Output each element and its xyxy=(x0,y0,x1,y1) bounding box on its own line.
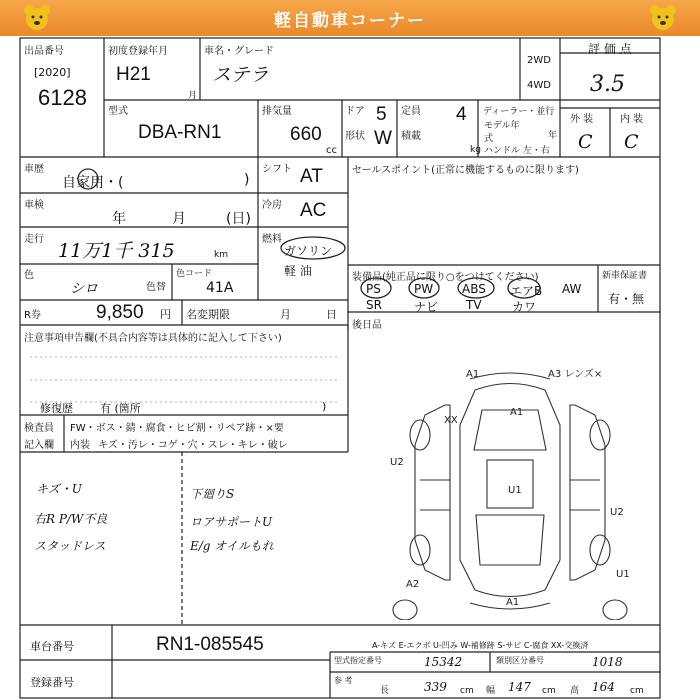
first-reg-label: 初度登録年月 xyxy=(108,46,168,57)
shaken-day: (日) xyxy=(226,211,251,227)
length-value: 339 xyxy=(424,680,447,694)
equipment-leather: カワ xyxy=(512,300,537,314)
damage-mark-rear-right-u1: U1 xyxy=(616,569,630,580)
length-unit: cm xyxy=(460,686,474,696)
damage-mark-lens: A3 レンズ× xyxy=(548,369,603,380)
dealer-label: ディーラー・並行 xyxy=(483,107,555,117)
shaken-label: 車検 xyxy=(24,200,44,211)
lot-number: 6128 xyxy=(38,85,87,110)
shaken-year: 年 xyxy=(112,211,126,227)
chassis-value: RN1-085545 xyxy=(156,634,264,655)
color-label: 色 xyxy=(24,270,34,281)
drive-4wd: 4WD xyxy=(527,80,551,91)
handle-label: ハンドル 左・右 xyxy=(484,146,550,156)
first-reg-value: H21 xyxy=(116,64,151,85)
handwritten-right-3: E/g オイルもれ xyxy=(190,539,274,553)
grade-value: 3.5 xyxy=(590,72,625,97)
repair-history-label: 修復歴 xyxy=(40,402,73,415)
load-unit: kg xyxy=(470,145,481,155)
capacity-value: 4 xyxy=(456,104,467,125)
vehicle-damage-diagram xyxy=(370,365,650,620)
equipment-navi: ナビ xyxy=(414,300,439,314)
equipment-airbag: エアB xyxy=(510,284,543,298)
mileage-unit: km xyxy=(214,250,228,260)
first-reg-month: 月 xyxy=(188,91,198,101)
class-value: 1018 xyxy=(592,655,623,669)
inspector-line-2: キズ・汚レ・コゲ・穴・スレ・キレ・破レ xyxy=(98,440,288,451)
inspector-line-2-prefix: 内装 xyxy=(70,440,90,451)
chassis-label: 車台番号 xyxy=(30,640,74,653)
exterior-grade: C xyxy=(578,131,593,153)
new-car-warranty-value: 有・無 xyxy=(608,292,645,306)
equipment-ps: PS xyxy=(366,282,381,296)
car-name-value: ステラ xyxy=(212,64,269,86)
history-label: 車歴 xyxy=(24,164,44,175)
new-car-warranty-label: 新車保証書 xyxy=(602,271,648,281)
equipment-pw: PW xyxy=(414,282,434,296)
damage-mark-xx: XX xyxy=(444,415,458,426)
equipment-sr: SR xyxy=(366,298,382,312)
damage-mark-hood-a1: A1 xyxy=(510,407,524,418)
width-label: 幅 xyxy=(486,686,496,696)
model-label: 型式 xyxy=(108,106,128,117)
model-cert-label: 型式指定番号 xyxy=(334,656,382,665)
color-code-value: 41A xyxy=(206,280,234,296)
width-value: 147 xyxy=(508,680,531,694)
handwritten-left-2: 右R P/W不良 xyxy=(34,512,108,526)
handwritten-left-1: キズ・U xyxy=(36,482,82,496)
equipment-tv: TV xyxy=(466,298,482,312)
after-parts-label: 後日品 xyxy=(352,320,382,331)
shape-value: W xyxy=(374,128,392,149)
fuel-gasoline: ガソリン xyxy=(284,244,333,258)
page-title: 軽自動車コーナー xyxy=(274,11,426,31)
capacity-label: 定員 xyxy=(401,106,421,117)
doors-value: 5 xyxy=(376,104,387,125)
class-label: 類別区分番号 xyxy=(496,656,544,665)
inspector-line-1: FW・ボス・錆・腐食・ヒビ割・リペア跡・×要 xyxy=(70,423,284,434)
fuel-diesel: 軽 油 xyxy=(284,264,312,278)
doors-label: ドア xyxy=(345,106,365,117)
drive-2wd: 2WD xyxy=(527,55,551,66)
name-change-month: 月 xyxy=(280,308,291,321)
width-unit: cm xyxy=(542,686,556,696)
inspector-label: 検査員 xyxy=(24,423,54,434)
aircon-label: 冷房 xyxy=(262,200,282,211)
mileage-value: 11万1千 315 xyxy=(58,240,175,262)
equipment-label: 装備品(純正品に限り○をつけてください) xyxy=(352,272,539,283)
height-label: 高 xyxy=(570,686,580,696)
handwritten-left-3: スタッドレス xyxy=(34,539,106,553)
equipment-abs: ABS xyxy=(462,282,486,296)
inspector-entry-label: 記入欄 xyxy=(24,440,54,451)
shift-value: AT xyxy=(300,166,323,187)
interior-label: 内 装 xyxy=(620,114,644,125)
model-value: DBA-RN1 xyxy=(138,122,222,143)
color-change-label: 色替 xyxy=(146,282,166,293)
model-cert-value: 15342 xyxy=(424,655,463,669)
mileage-label: 走行 xyxy=(24,234,44,245)
shape-label: 形状 xyxy=(345,131,365,142)
handwritten-right-2: ロアサポートU xyxy=(190,515,273,529)
damage-mark-right-u2: U2 xyxy=(610,507,624,518)
history-value: 自家用・( xyxy=(62,175,124,191)
repair-history-value: 有 (箇所 xyxy=(100,402,141,415)
name-change-label: 名変期限 xyxy=(186,308,230,321)
registration-label: 登録番号 xyxy=(30,676,74,689)
color-code-label: 色コード xyxy=(176,269,213,279)
notes-label: 注意事項申告欄(不具合内容等は具体的に記入して下さい) xyxy=(24,333,282,344)
repair-history-close: ) xyxy=(322,400,327,413)
equipment-circles xyxy=(356,276,566,300)
aircon-value: AC xyxy=(300,200,327,221)
lot-label: 出品番号 xyxy=(24,46,64,57)
lot-year-tag: [2020] xyxy=(34,66,71,79)
length-label: 長 xyxy=(380,686,390,696)
sales-point-label: セールスポイント(正常に機能するものに限ります) xyxy=(352,165,579,176)
circle-mark-icon xyxy=(278,234,348,262)
damage-mark-rear-a1: A1 xyxy=(506,597,520,608)
exterior-label: 外 装 xyxy=(570,114,594,125)
model-year-unit: 年 xyxy=(548,131,558,141)
handwritten-right-1: 下廻りS xyxy=(190,487,235,501)
model-year-label: モデル年式 xyxy=(484,121,520,144)
damage-mark-roof-u1: U1 xyxy=(508,485,522,496)
displacement-label: 排気量 xyxy=(262,106,292,117)
grade-label: 評 価 点 xyxy=(588,42,632,56)
history-close: ) xyxy=(244,172,250,188)
circle-mark-icon xyxy=(76,167,100,191)
shift-label: シフト xyxy=(262,164,292,175)
equipment-aw: AW xyxy=(562,282,582,296)
color-value: シロ xyxy=(70,281,98,297)
damage-mark-rear-left-a2: A2 xyxy=(406,579,420,590)
displacement-unit: cc xyxy=(326,145,337,156)
recycle-value: 9,850 xyxy=(96,302,144,323)
specs-ref: 参 考 xyxy=(334,676,353,685)
damage-legend: A-キズ E-エクボ U-凹み W-補修跡 S-サビ C-腐食 XX-交換済 xyxy=(372,641,589,650)
height-value: 164 xyxy=(592,680,615,694)
interior-grade: C xyxy=(624,131,639,153)
shaken-month: 月 xyxy=(172,211,186,227)
damage-mark-left-u2: U2 xyxy=(390,457,404,468)
damage-mark-front-a1: A1 xyxy=(466,369,480,380)
fuel-label: 燃料 xyxy=(262,234,282,245)
name-change-day: 日 xyxy=(326,308,337,321)
displacement-value: 660 xyxy=(290,124,322,145)
car-name-label: 車名・グレード xyxy=(204,46,274,57)
recycle-label: R券 xyxy=(24,310,41,321)
load-label: 積載 xyxy=(401,131,421,142)
height-unit: cm xyxy=(630,686,644,696)
recycle-unit: 円 xyxy=(160,308,171,321)
